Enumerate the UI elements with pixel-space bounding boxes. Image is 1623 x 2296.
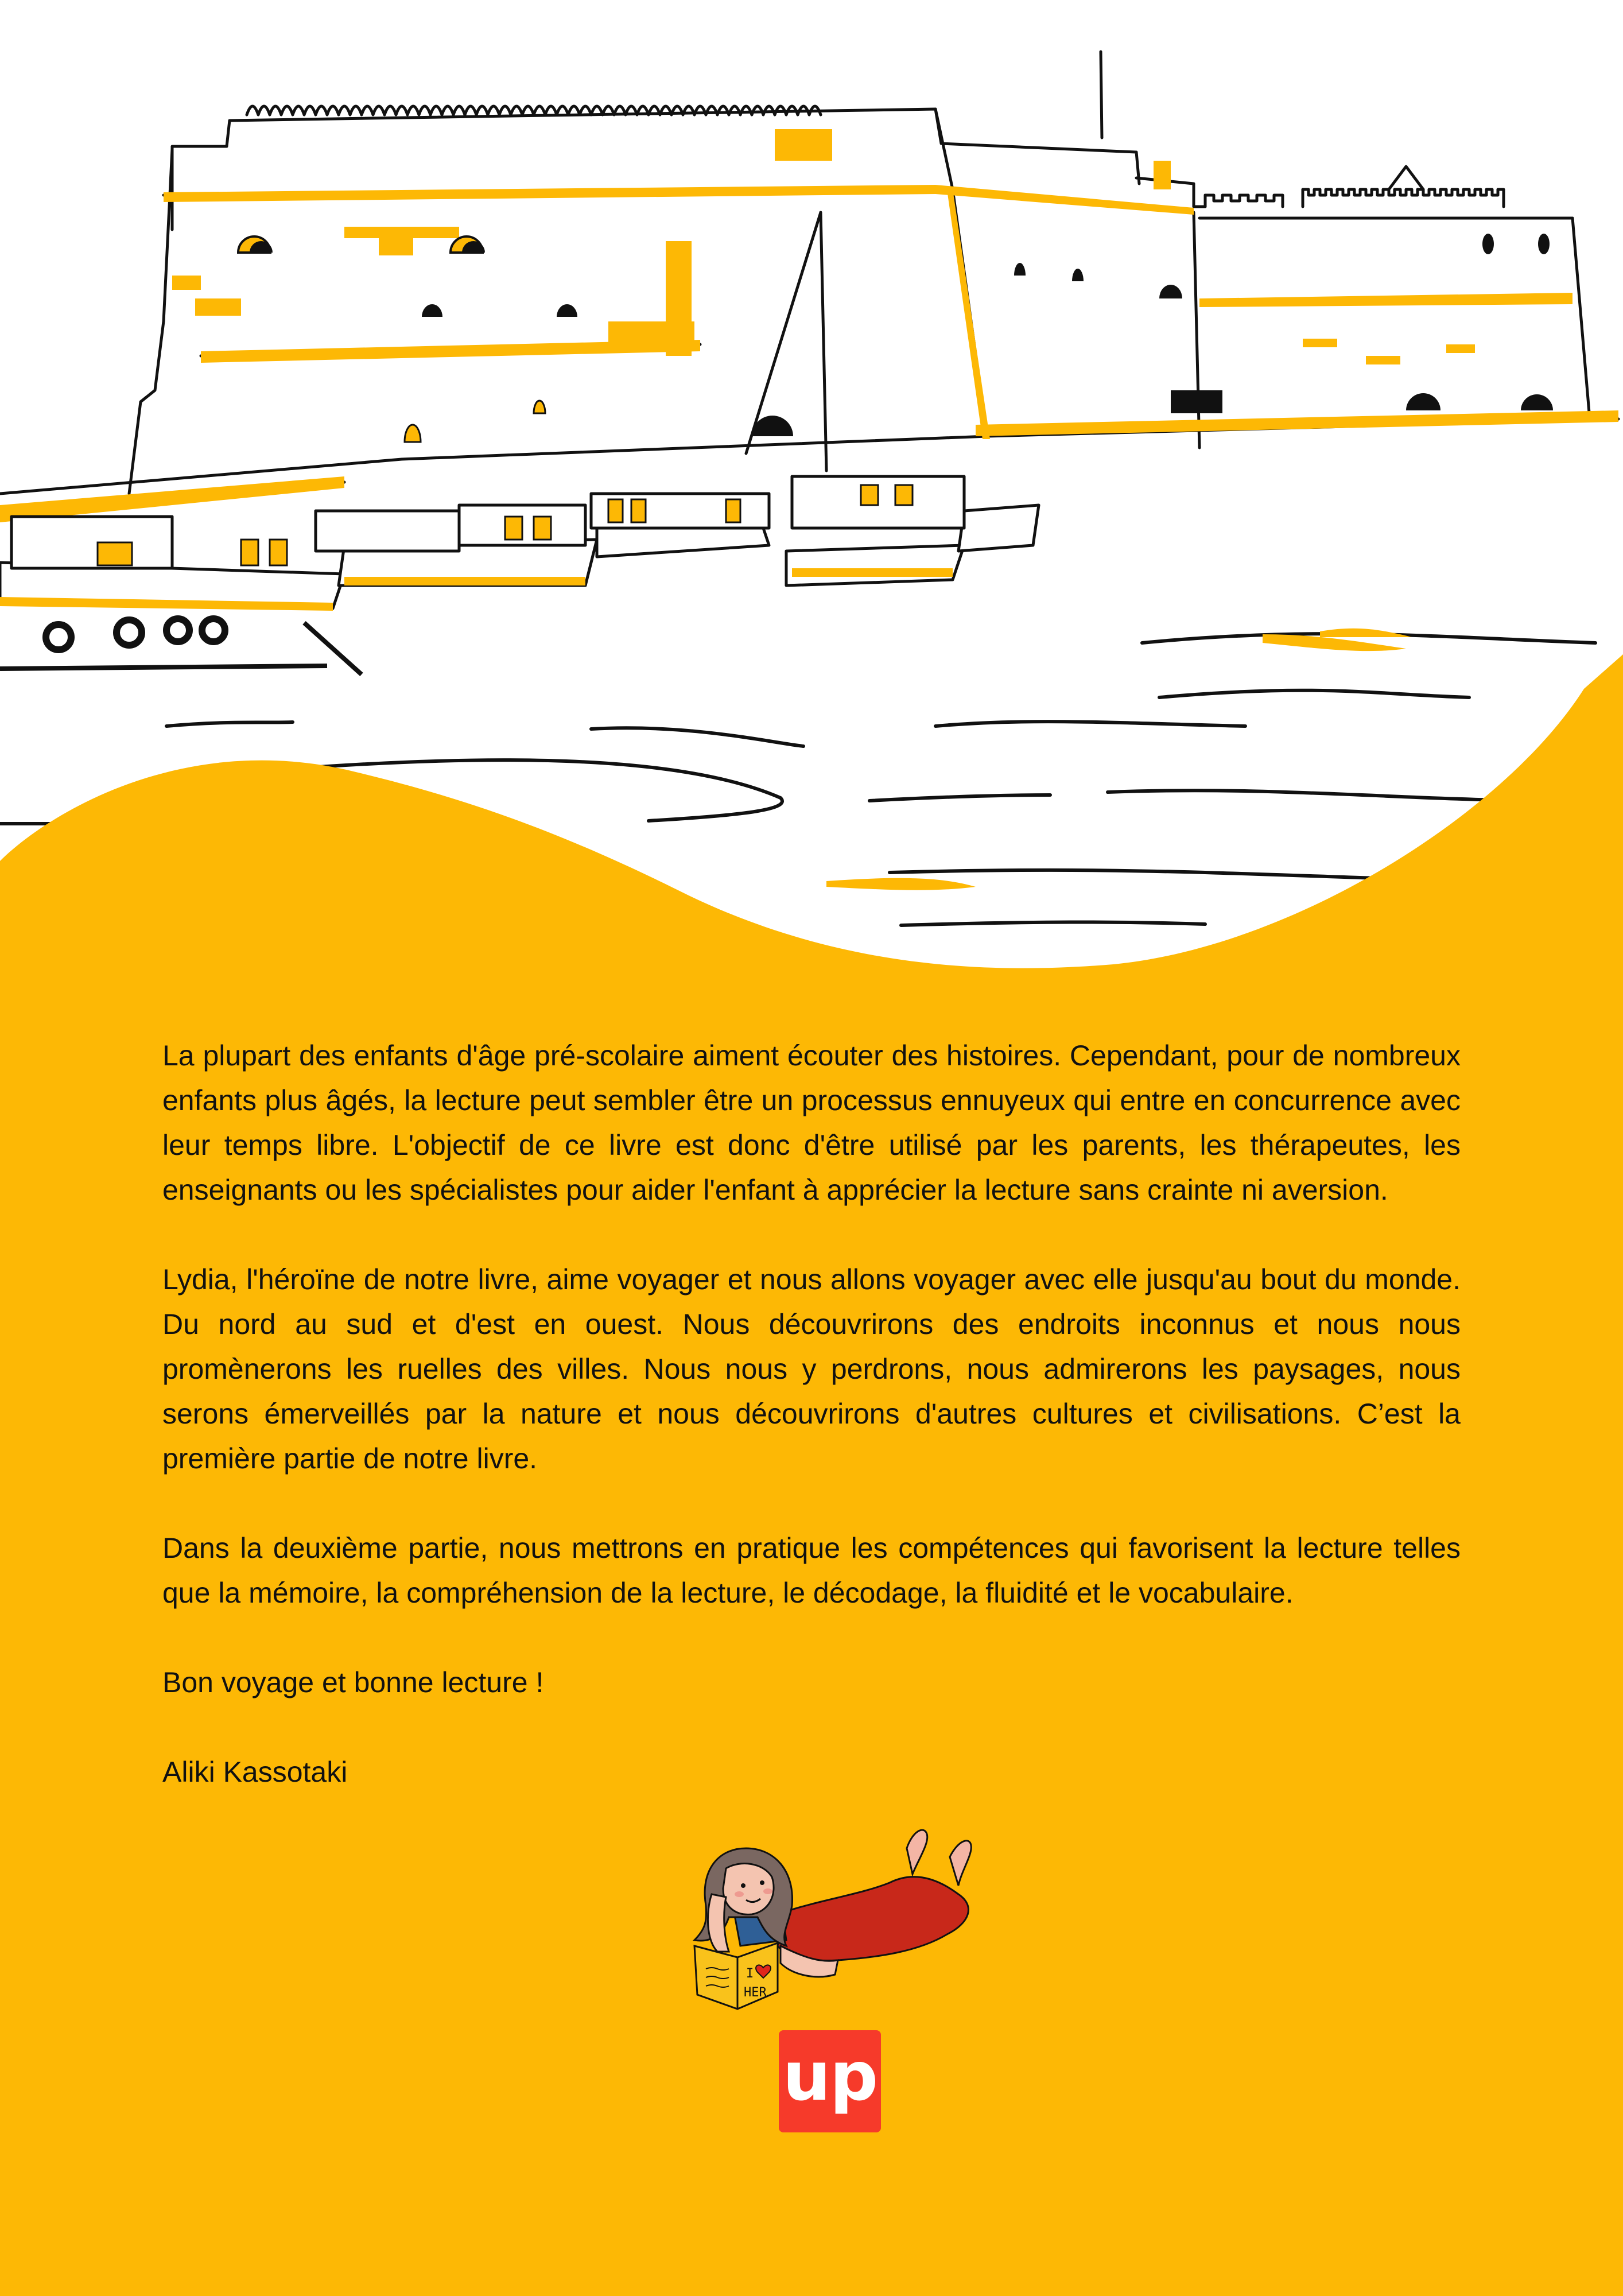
paragraph-closing: Bon voyage et bonne lecture ! (162, 1666, 544, 1698)
girl-reading-illustration (671, 1814, 1004, 2026)
girl-reading-book-icon (671, 1814, 1004, 2026)
book-text-i: I (746, 1967, 754, 1981)
logo-text: up (782, 2037, 877, 2116)
book-text-her: HER (744, 1985, 767, 2000)
hero-illustration (0, 0, 1623, 976)
author-signature: Aliki Kassotaki (162, 1756, 348, 1788)
paragraph-lydia: Lydia, l'héroïne de notre livre, aime voyager et nous allons voyager avec elle jusqu'au bout du monde. Du nord au sud et d'est en ouest. Nous découvrirons des endroits inconnus et nous nous promènerons les ruelles des villes. Nous nous y perdrons, nous admirerons les paysages, nous serons émerveillés par la nature et nous découvrirons d'autres cultures et civilisations. C’est la première partie de notre livre. (162, 1263, 1461, 1475)
paragraph-intro: La plupart des enfants d'âge pré-scolaire aiment écouter des histoires. Cependant, pour de nombreux enfants plus âgés, la lecture peut sembler être un processus ennuyeux qui entre en concurrence avec leur temps libre. L'objectif de ce livre est donc d'être utilisé par les parents, les thérapeutes, les enseignants ou les spécialistes pour aider l'enfant à apprécier la lecture sans crainte ni aversion. (162, 1040, 1461, 1206)
fortress-harbour-icon (0, 0, 1623, 976)
publisher-logo (779, 2030, 881, 2132)
paragraph-second-part: Dans la deuxième partie, nous mettrons en pratique les compétences qui favorisent la lecture telles que la mémoire, la compréhension de la lecture, le décodage, la fluidité et le vocabulaire. (162, 1532, 1461, 1609)
preface-text (162, 1033, 1461, 1794)
